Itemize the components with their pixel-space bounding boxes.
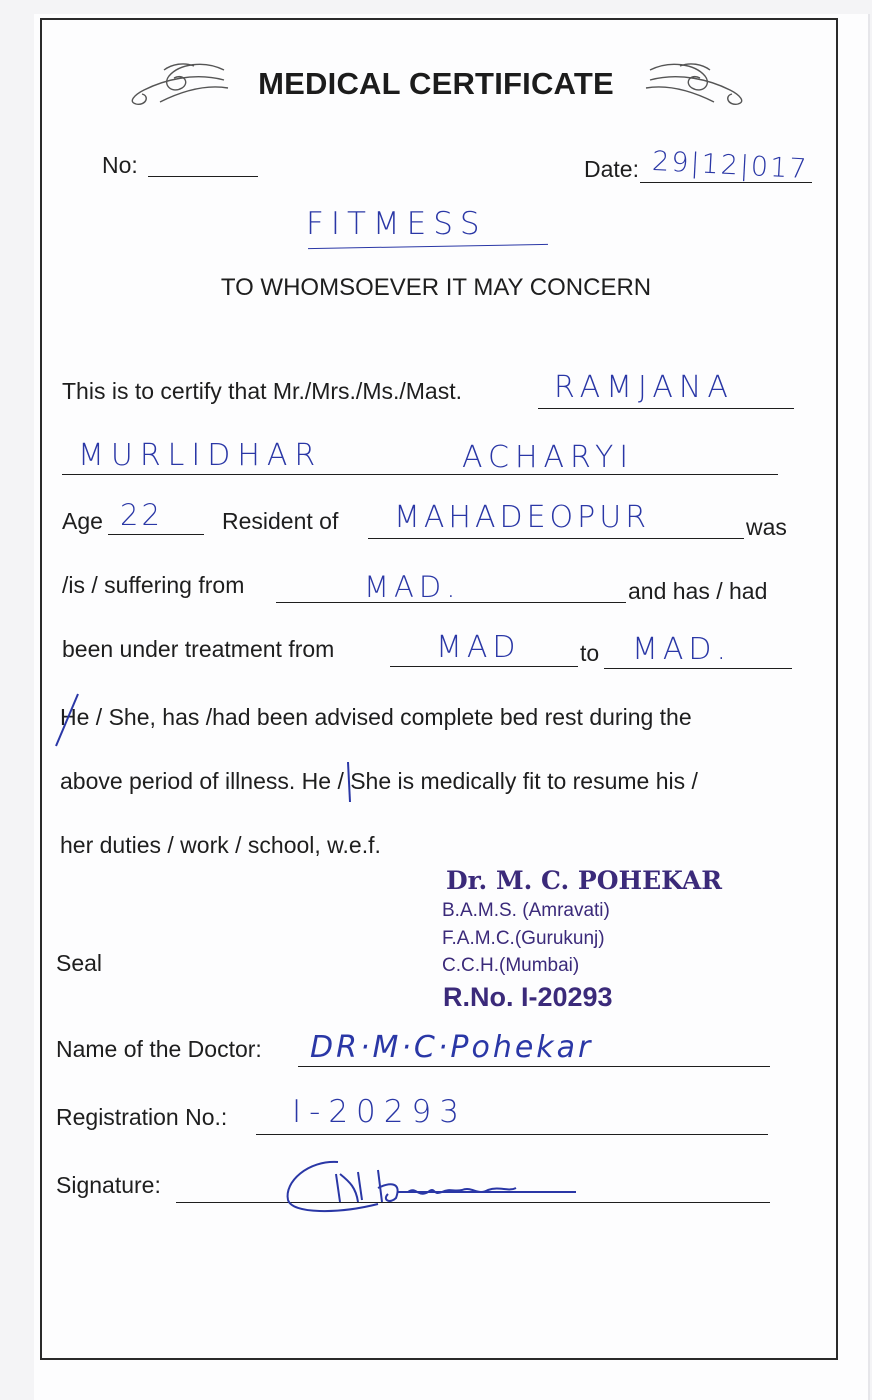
resident-label: Resident of [222, 508, 339, 534]
duties-text: her duties / work / school, w.e.f. [60, 832, 381, 858]
treatment-from-line [390, 666, 578, 667]
patient-name-first: RAMJANA [554, 370, 734, 405]
doctor-name-value: DR·M·C·Pohekar [310, 1030, 594, 1065]
suffering-label: /is / suffering from [62, 572, 245, 598]
stamp-qualification-2: F.A.M.C.(Gurukunj) [442, 928, 605, 949]
doctor-name-label: Name of the Doctor: [56, 1036, 262, 1062]
has-had-label: and has / had [628, 578, 768, 604]
patient-name-middle: MURLIDHAR [78, 438, 323, 473]
doctor-signature-scribble [278, 1152, 588, 1222]
patient-name-last: ACHARYI [462, 440, 635, 475]
was-label: was [746, 514, 787, 540]
addressee-heading: TO WHOMSOEVER IT MAY CONCERN [220, 274, 652, 301]
seal-label: Seal [56, 950, 103, 976]
strike-mark-he [48, 690, 88, 750]
registration-label: Registration No.: [56, 1104, 228, 1130]
age-field-line [108, 534, 204, 535]
resident-value: MAHADEOPUR [394, 500, 651, 535]
treatment-label: been under treatment from [62, 636, 335, 662]
to-label: to [580, 640, 600, 666]
certify-label: This is to certify that Mr./Mrs./Ms./Mast. [62, 378, 462, 404]
registration-value: I-20293 [292, 1094, 467, 1130]
name-line-2 [62, 474, 778, 475]
treatment-to-value: MAD. [632, 632, 732, 667]
date-label: Date: [584, 156, 639, 182]
treatment-from-value: MAD [436, 630, 521, 665]
advised-text: He / She, has /had been advised complete bed rest during the [60, 704, 692, 730]
no-label: No: [102, 152, 138, 178]
age-value: 22 [120, 498, 163, 532]
suffering-value: MAD. [364, 570, 461, 604]
stamp-qualification-3: C.C.H.(Mumbai) [442, 955, 580, 976]
stamp-registration: R.No. I-20293 [443, 982, 613, 1012]
fit-text: above period of illness. He / She is medically fit to resume his / [60, 768, 698, 794]
no-field-line [148, 176, 258, 177]
certificate-title: MEDICAL CERTIFICATE [258, 66, 614, 101]
age-label: Age [62, 508, 103, 534]
doctor-name-line [298, 1066, 770, 1067]
stamp-doctor-name: Dr. M. C. POHEKAR [446, 866, 723, 895]
strike-mark-he-2 [336, 758, 366, 808]
name-line-1 [538, 408, 794, 409]
treatment-to-line [604, 668, 792, 669]
stamp-qualification-1: B.A.M.S. (Amravati) [442, 900, 610, 921]
resident-field-line [368, 538, 744, 539]
purpose-handwritten: FITMESS [306, 206, 487, 242]
registration-line [256, 1134, 768, 1135]
date-value: 29|12|017 [651, 145, 810, 186]
signature-label: Signature: [56, 1172, 161, 1198]
